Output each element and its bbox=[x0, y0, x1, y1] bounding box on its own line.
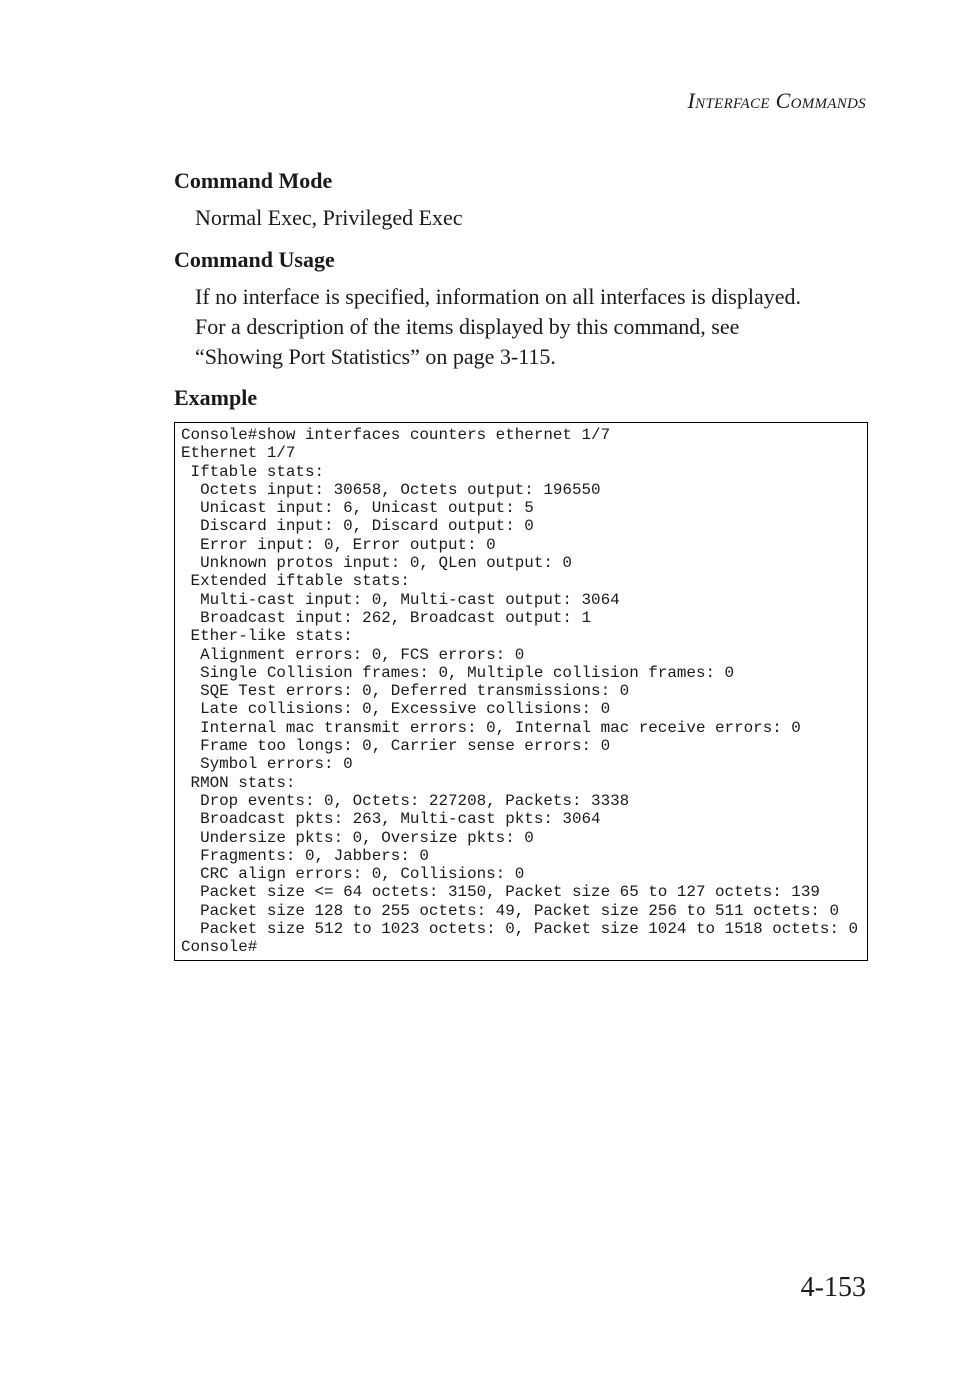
code-line: Late collisions: 0, Excessive collisions: 0 bbox=[181, 700, 611, 719]
code-line: Internal mac transmit errors: 0, Internal mac receive errors: 0 bbox=[181, 718, 801, 737]
code-line: Octets input: 30658, Octets output: 196550 bbox=[181, 480, 601, 499]
command-usage-line: If no interface is specified, information on all interfaces is displayed. bbox=[195, 284, 802, 309]
code-line: Multi-cast input: 0, Multi-cast output: 3064 bbox=[181, 590, 620, 609]
code-line: Packet size 128 to 255 octets: 49, Packet size 256 to 511 octets: 0 bbox=[181, 901, 839, 920]
command-usage-line: “Showing Port Statistics” on page 3-115. bbox=[195, 344, 556, 369]
code-line: Discard input: 0, Discard output: 0 bbox=[181, 517, 534, 536]
command-usage-line: For a description of the items displayed by this command, see bbox=[195, 314, 740, 339]
command-mode-heading: Command Mode bbox=[174, 168, 333, 193]
page-number: 4-153 bbox=[800, 1272, 866, 1303]
code-line: Unknown protos input: 0, QLen output: 0 bbox=[181, 554, 572, 573]
code-line: Single Collision frames: 0, Multiple collision frames: 0 bbox=[181, 663, 735, 682]
code-line: Fragments: 0, Jabbers: 0 bbox=[181, 846, 429, 865]
code-line: Error input: 0, Error output: 0 bbox=[181, 535, 496, 554]
code-line: Broadcast pkts: 263, Multi-cast pkts: 3064 bbox=[181, 810, 601, 829]
code-line: SQE Test errors: 0, Deferred transmissions: 0 bbox=[181, 682, 630, 701]
code-line: Undersize pkts: 0, Oversize pkts: 0 bbox=[181, 828, 534, 847]
code-line: Extended iftable stats: bbox=[181, 572, 410, 591]
code-line: Packet size <= 64 octets: 3150, Packet size 65 to 127 octets: 139 bbox=[181, 883, 820, 902]
example-heading: Example bbox=[174, 385, 258, 410]
code-line: Broadcast input: 262, Broadcast output: 1 bbox=[181, 608, 592, 627]
code-line: Ethernet 1/7 bbox=[181, 444, 296, 463]
code-line: Unicast input: 6, Unicast output: 5 bbox=[181, 499, 534, 518]
code-line: Alignment errors: 0, FCS errors: 0 bbox=[181, 645, 525, 664]
code-line: Symbol errors: 0 bbox=[181, 755, 353, 774]
code-line: Ether-like stats: bbox=[181, 627, 353, 646]
code-line: Frame too longs: 0, Carrier sense errors: 0 bbox=[181, 737, 611, 756]
command-mode-text: Normal Exec, Privileged Exec bbox=[195, 205, 463, 230]
code-line: RMON stats: bbox=[181, 773, 296, 792]
code-line: Console# bbox=[181, 938, 258, 957]
code-line: CRC align errors: 0, Collisions: 0 bbox=[181, 865, 525, 884]
command-usage-heading: Command Usage bbox=[174, 247, 335, 272]
code-line: Console#show interfaces counters ethernet 1/7 bbox=[181, 426, 611, 444]
code-line: Packet size 512 to 1023 octets: 0, Packet size 1024 to 1518 octets: 0 bbox=[181, 920, 859, 939]
command-usage-text bbox=[195, 282, 801, 372]
code-line: Drop events: 0, Octets: 227208, Packets: 3338 bbox=[181, 791, 630, 810]
code-line: Iftable stats: bbox=[181, 462, 325, 481]
code-example-box bbox=[174, 422, 868, 961]
running-header: Interface Commands bbox=[687, 88, 866, 113]
